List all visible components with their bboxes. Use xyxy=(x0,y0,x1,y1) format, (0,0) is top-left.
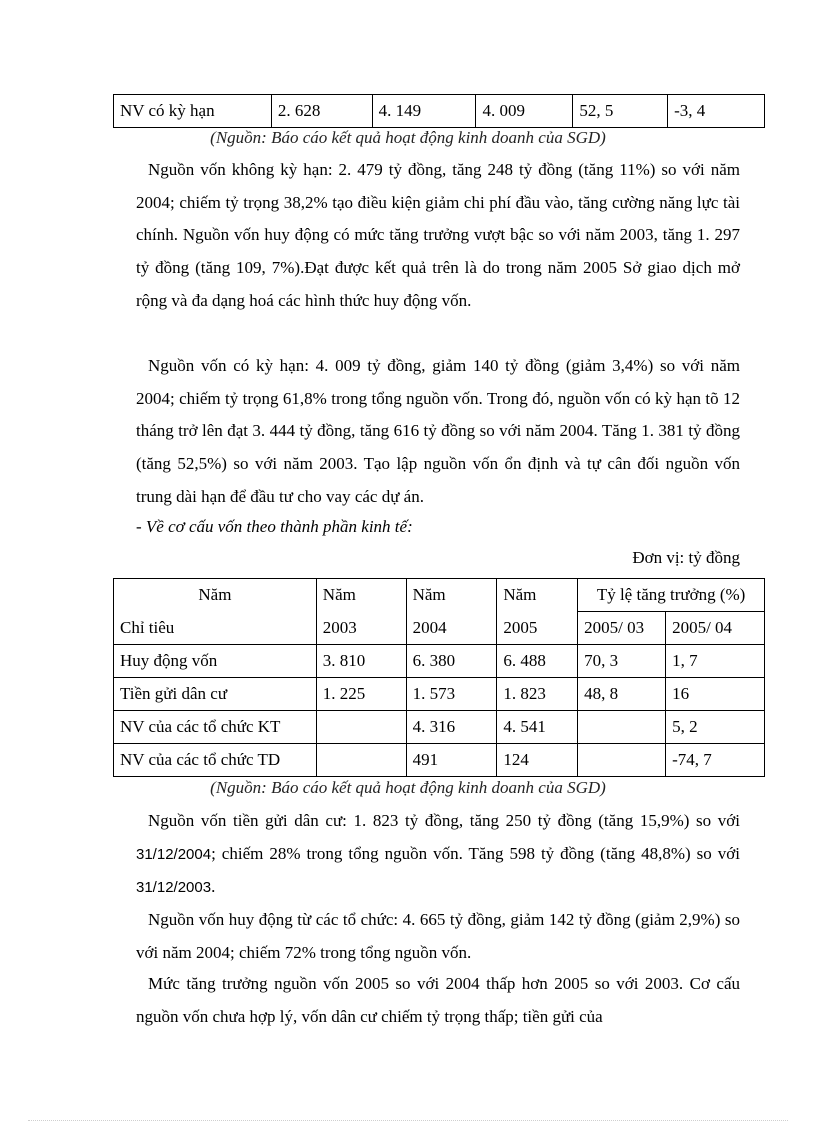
table-cell xyxy=(316,744,406,777)
table-cell: 4. 009 xyxy=(476,95,573,128)
header-growth-sub: 2005/ 04 xyxy=(666,612,765,645)
paragraph-organization-capital: Nguồn vốn huy động từ các tổ chức: 4. 665 tỷ đồng, giảm 142 tỷ đồng (giảm 2,9%) so với năm 2004; chiếm 72% trong tổng nguồn vốn. xyxy=(136,910,740,962)
paragraph-household-deposits xyxy=(136,805,740,905)
table-row xyxy=(114,95,765,128)
table-cell: 52, 5 xyxy=(573,95,668,128)
unit-label: Đơn vị: tỷ đồng xyxy=(632,548,740,567)
table-cell: 5, 2 xyxy=(666,711,765,744)
header-nam: Năm xyxy=(114,579,317,612)
top-table xyxy=(113,94,765,128)
header-year: 2005 xyxy=(497,612,578,645)
paragraph-text: Nguồn vốn tiền gửi dân cư: 1. 823 tỷ đồng, tăng 250 tỷ đồng (tăng 15,9%) so với xyxy=(148,811,740,830)
row-label: NV của các tổ chức KT xyxy=(114,711,317,744)
table-row xyxy=(114,744,765,777)
header-year: 2003 xyxy=(316,612,406,645)
paragraph-term-capital: Nguồn vốn có kỳ hạn: 4. 009 tỷ đồng, giảm 140 tỷ đồng (giảm 3,4%) so với năm 2004; chiếm tỷ trọng 61,8% trong tổng nguồn vốn. Trong đó, nguồn vốn có kỳ hạn tõ 12 tháng trở lên đạt 3. 444 tỷ đồng, tăng 616 tỷ đồng so với năm 2004. Tăng 1. 381 tỷ đồng (tăng 52,5%) so với năm 2003. Tạo lập nguồn vốn ổn định và tự cân đối nguồn vốn trung dài hạn để đầu tư cho vay các dự án. xyxy=(136,356,740,506)
section-subheading: - Về cơ cấu vốn theo thành phần kinh tế: xyxy=(136,517,413,536)
table-cell: 6. 380 xyxy=(406,645,497,678)
table-cell: -3, 4 xyxy=(668,95,765,128)
header-growth-rate: Tỷ lệ tăng trưởng (%) xyxy=(578,579,765,612)
table-cell: 491 xyxy=(406,744,497,777)
header-year-label: Năm xyxy=(316,579,406,612)
capital-structure-table xyxy=(113,578,765,777)
source-note: (Nguồn: Báo cáo kết quả hoạt động kinh doanh của SGD) xyxy=(210,128,606,147)
table-cell: 70, 3 xyxy=(578,645,666,678)
table-cell xyxy=(578,744,666,777)
row-label: NV của các tổ chức TD xyxy=(114,744,317,777)
paragraph-non-term-capital: Nguồn vốn không kỳ hạn: 2. 479 tỷ đồng, tăng 248 tỷ đồng (tăng 11%) so với năm 2004; chiếm tỷ trọng 38,2% tạo điều kiện giảm chi phí đầu vào, tăng cường năng lực tài chính. Nguồn vốn huy động có mức tăng trưởng vượt bậc so với năm 2003, tăng 1. 297 tỷ đồng (tăng 109, 7%).Đạt được kết quả trên là do trong năm 2005 Sở giao dịch mở rộng và đa dạng hoá các hình thức huy động vốn. xyxy=(136,160,740,310)
header-year-label: Năm xyxy=(406,579,497,612)
table-cell: 48, 8 xyxy=(578,678,666,711)
table-cell: 3. 810 xyxy=(316,645,406,678)
table-cell: NV có kỳ hạn xyxy=(114,95,272,128)
row-label: Huy động vốn xyxy=(114,645,317,678)
table-cell: 4. 316 xyxy=(406,711,497,744)
header-growth-sub: 2005/ 03 xyxy=(578,612,666,645)
table-row xyxy=(114,711,765,744)
paragraph-text: ; chiếm 28% trong tổng nguồn vốn. Tăng 598 tỷ đồng (tăng 48,8%) so với xyxy=(211,843,740,863)
table-cell: 124 xyxy=(497,744,578,777)
table-header-row xyxy=(114,579,765,612)
header-year-label: Năm xyxy=(497,579,578,612)
table-row xyxy=(114,645,765,678)
table-cell: 1, 7 xyxy=(666,645,765,678)
source-note: (Nguồn: Báo cáo kết quả hoạt động kinh doanh của SGD) xyxy=(210,778,606,797)
table-cell: 16 xyxy=(666,678,765,711)
table-row xyxy=(114,678,765,711)
table-cell: 1. 225 xyxy=(316,678,406,711)
table-cell: 2. 628 xyxy=(271,95,372,128)
date-text: 31/12/2003 xyxy=(136,879,212,897)
date-text: 31/12/2004 xyxy=(136,845,212,863)
table-cell: 6. 488 xyxy=(497,645,578,678)
page-bottom-rule xyxy=(28,1120,788,1121)
header-chitieu: Chỉ tiêu xyxy=(114,612,317,645)
row-label: Tiền gửi dân cư xyxy=(114,678,317,711)
table-cell: -74, 7 xyxy=(666,744,765,777)
table-cell: 4. 541 xyxy=(497,711,578,744)
paragraph-growth-comparison: Mức tăng trưởng nguồn vốn 2005 so với 2004 thấp hơn 2005 so với 2003. Cơ cấu nguồn vốn chưa hợp lý, vốn dân cư chiếm tỷ trọng thấp; tiền gửi của xyxy=(136,974,740,1026)
table-cell: 1. 823 xyxy=(497,678,578,711)
header-year: 2004 xyxy=(406,612,497,645)
table-cell xyxy=(578,711,666,744)
table-header-row xyxy=(114,612,765,645)
paragraph-text: . xyxy=(211,877,216,897)
table-cell: 1. 573 xyxy=(406,678,497,711)
table-cell: 4. 149 xyxy=(372,95,476,128)
table-cell xyxy=(316,711,406,744)
